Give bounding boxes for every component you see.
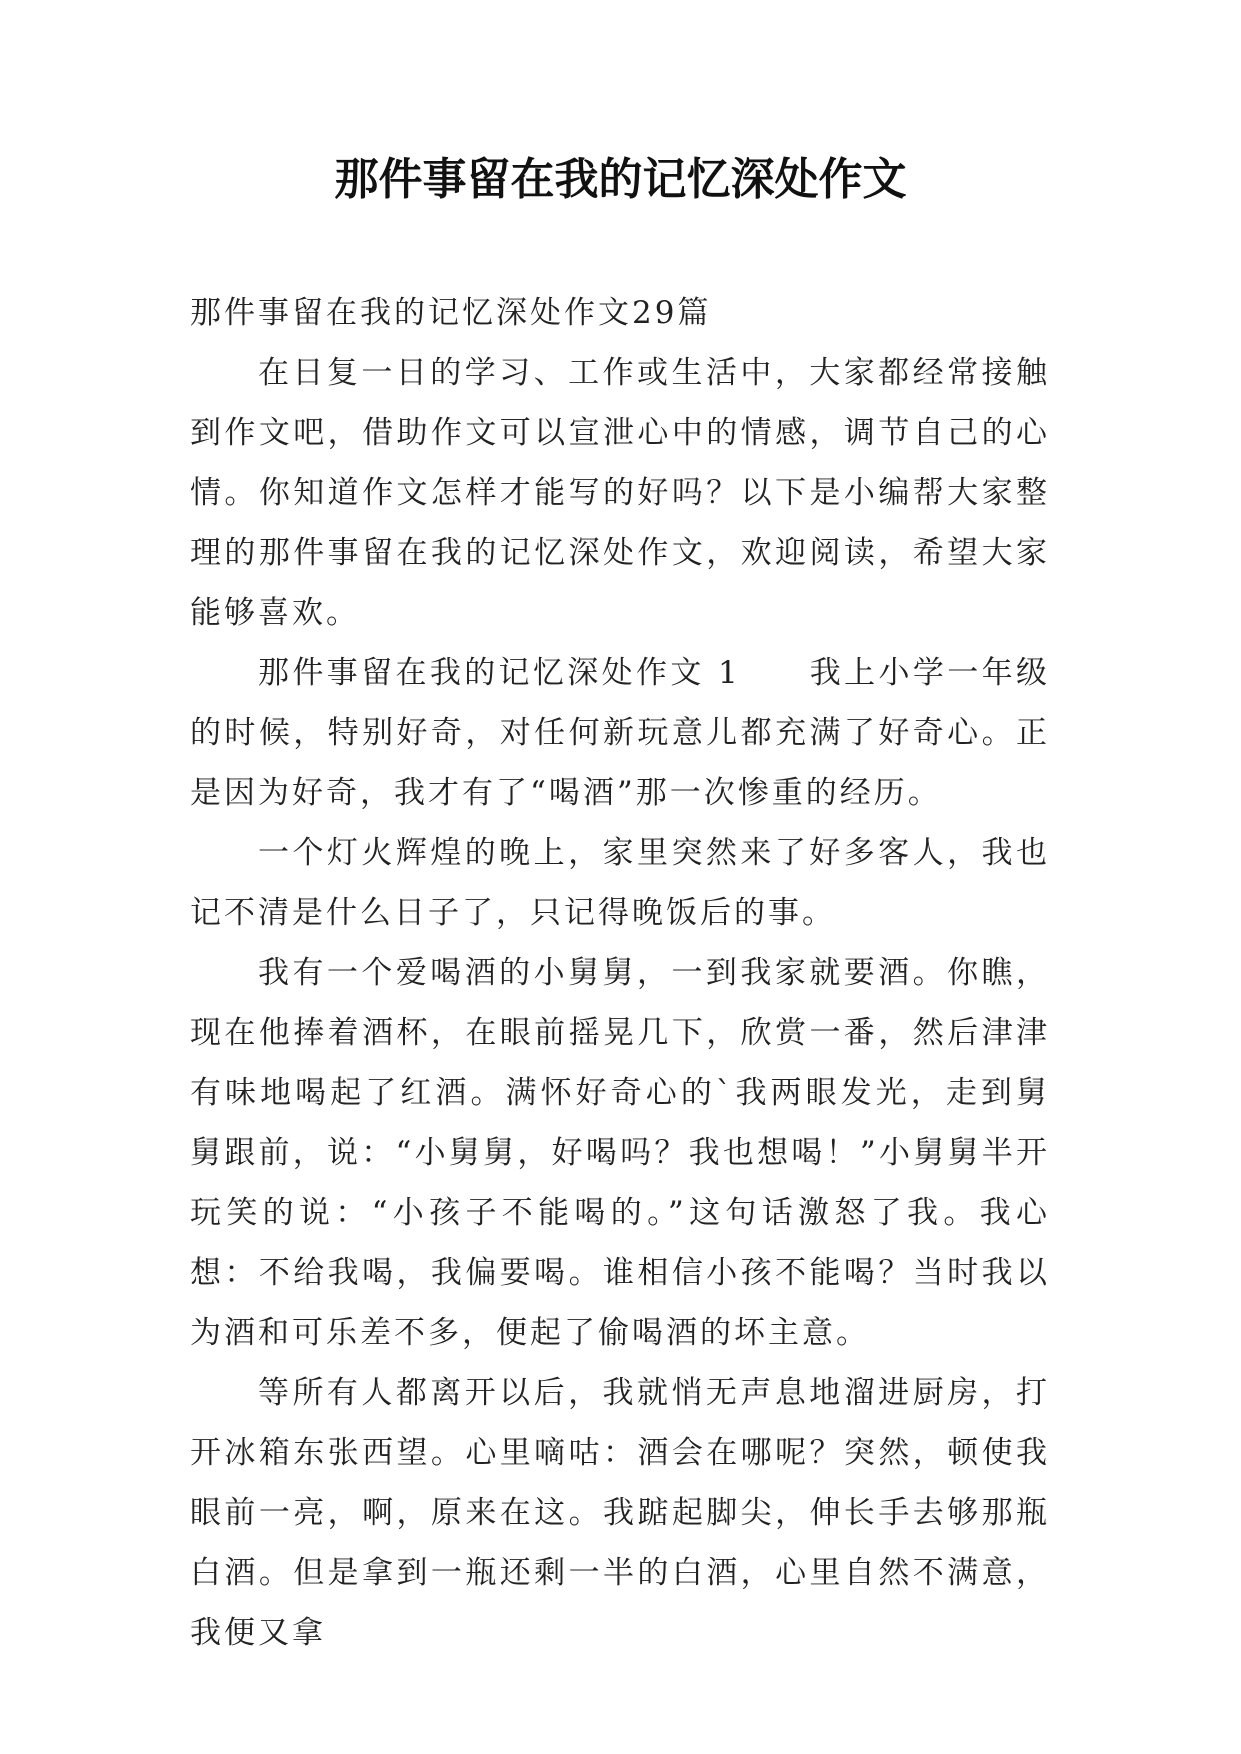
document-body xyxy=(190,283,1050,1663)
paragraph-intro: 在日复一日的学习、工作或生活中，大家都经常接触到作文吧，借助作文可以宣泄心中的情感，调节自己的心情。你知道作文怎样才能写的好吗？以下是小编帮大家整理的那件事留在我的记忆深处作文，欢迎阅读，希望大家能够喜欢。 xyxy=(190,355,1050,631)
paragraph-essay-1-opening: 那件事留在我的记忆深处作文 1 我上小学一年级的时候，特别好奇，对任何新玩意儿都充满了好奇心。正是因为好奇，我才有了“喝酒”那一次惨重的经历。 xyxy=(190,655,1050,811)
paragraph-evening: 一个灯火辉煌的晚上，家里突然来了好多客人，我也记不清是什么日子了，只记得晚饭后的事。 xyxy=(190,835,1050,931)
paragraph-uncle: 我有一个爱喝酒的小舅舅，一到我家就要酒。你瞧，现在他捧着酒杯，在眼前摇晃几下，欣赏一番，然后津津有味地喝起了红酒。满怀好奇心的`我两眼发光，走到舅舅跟前，说：“小舅舅，好喝吗？我也想喝！”小舅舅半开玩笑的说：“小孩子不能喝的。”这句话激怒了我。我心想：不给我喝，我偏要喝。谁相信小孩不能喝？当时我以为酒和可乐差不多，便起了偷喝酒的坏主意。 xyxy=(190,955,1050,1351)
paragraph-kitchen: 等所有人都离开以后，我就悄无声息地溜进厨房，打开冰箱东张西望。心里嘀咕：酒会在哪呢？突然，顿使我眼前一亮，啊，原来在这。我踮起脚尖，伸长手去够那瓶白酒。但是拿到一瓶还剩一半的白酒，心里自然不满意，我便又拿 xyxy=(190,1375,1050,1651)
document-title: 那件事留在我的记忆深处作文 xyxy=(334,154,907,205)
document-subtitle: 那件事留在我的记忆深处作文29篇 xyxy=(190,295,712,331)
